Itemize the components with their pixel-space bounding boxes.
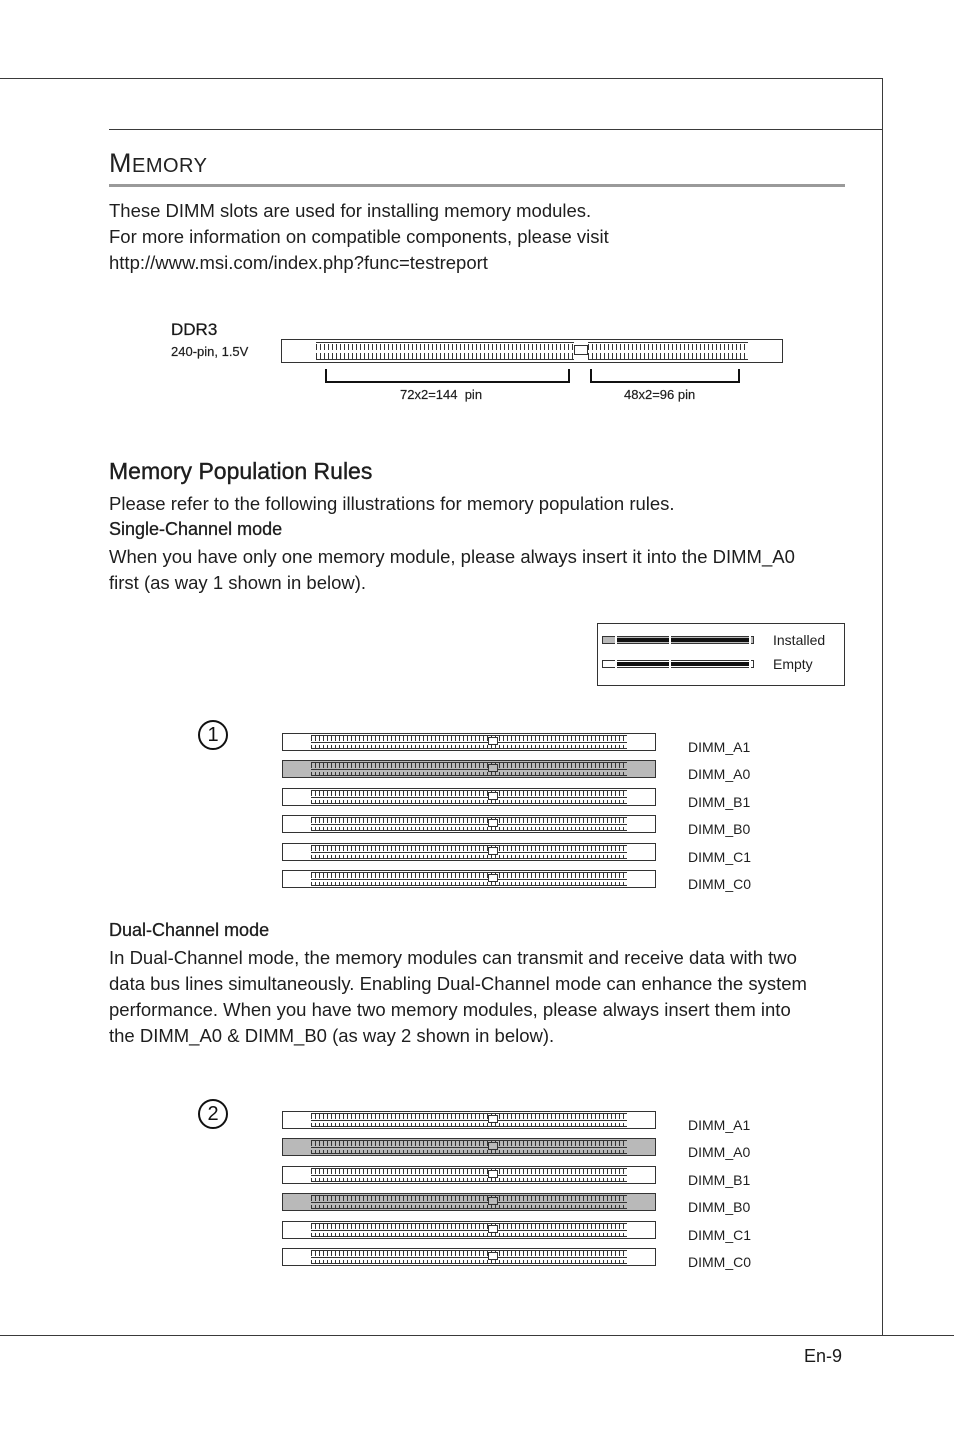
slot-key-notch	[488, 764, 498, 772]
way1-slot-dimm-b0	[282, 815, 656, 833]
slot-pins	[311, 735, 627, 749]
slot-pins	[311, 1113, 627, 1127]
legend-empty-label: Empty	[773, 656, 813, 672]
intro-line-3: http://www.msi.com/index.php?func=testreport	[109, 252, 488, 273]
way2-slot-dimm-b0	[282, 1193, 656, 1211]
slot-key-notch	[488, 1225, 498, 1233]
slot-pins	[311, 1140, 627, 1154]
slot-key-notch	[488, 1252, 498, 1260]
dual-line-2: data bus lines simultaneously. Enabling Dual-Channel mode can enhance the system	[109, 973, 807, 994]
ddr3-pin-area-left	[316, 342, 574, 360]
slot-label: DIMM_C0	[688, 876, 752, 892]
left-pin-bracket	[325, 369, 570, 383]
right-pin-bracket	[590, 369, 740, 383]
rules-heading: Memory Population Rules	[109, 458, 373, 484]
right-pin-count: 48x2=96 pin	[624, 387, 696, 402]
header-rule	[109, 129, 883, 130]
slot-pins	[311, 1250, 627, 1264]
slot-label: DIMM_C1	[688, 1227, 752, 1243]
way1-slot-dimm-a0	[282, 760, 656, 778]
top-rule	[0, 78, 883, 79]
way2-slot-dimm-c1	[282, 1221, 656, 1239]
way1-slot-dimm-b1	[282, 788, 656, 806]
slot-label: DIMM_B0	[688, 821, 751, 837]
title-underline	[109, 184, 845, 187]
dual-channel-text	[109, 945, 807, 1049]
slot-key-notch	[488, 874, 498, 882]
intro-line-1: These DIMM slots are used for installing memory modules.	[109, 200, 592, 221]
ddr3-module-diagram	[281, 339, 783, 363]
way-1-badge: 1	[198, 720, 228, 750]
dual-line-3: performance. When you have two memory modules, please always insert them into	[109, 999, 791, 1020]
slot-label: DIMM_A1	[688, 1117, 751, 1133]
slot-pins	[311, 762, 627, 776]
slot-label: DIMM_B1	[688, 794, 751, 810]
slot-pins	[311, 1195, 627, 1209]
legend	[597, 623, 845, 686]
slot-key-notch	[488, 847, 498, 855]
way1-slot-dimm-c1	[282, 843, 656, 861]
title-first-letter: M	[109, 148, 132, 178]
dual-line-4: the DIMM_A0 & DIMM_B0 (as way 2 shown in below).	[109, 1025, 555, 1046]
dual-line-1: In Dual-Channel mode, the memory modules can transmit and receive data with two	[109, 947, 797, 968]
way-2-badge: 2	[198, 1099, 228, 1129]
title-rest: EMORY	[132, 155, 208, 177]
slot-key-notch	[488, 1115, 498, 1123]
slot-label: DIMM_A0	[688, 766, 751, 782]
way1-slot-dimm-a1	[282, 733, 656, 751]
rules-intro: Please refer to the following illustrations for memory population rules.	[109, 493, 675, 514]
ddr3-notch	[574, 345, 588, 355]
slot-label: DIMM_C1	[688, 849, 752, 865]
slot-key-notch	[488, 1142, 498, 1150]
left-pin-count: 72x2=144 pin	[400, 387, 483, 402]
slot-pins	[311, 845, 627, 859]
slot-pins	[311, 872, 627, 886]
slot-label: DIMM_A0	[688, 1144, 751, 1160]
intro-text	[109, 198, 609, 276]
way1-slot-dimm-c0	[282, 870, 656, 888]
single-channel-heading: Single-Channel mode	[109, 519, 283, 539]
slot-pins	[311, 1223, 627, 1237]
slot-label: DIMM_B0	[688, 1199, 751, 1215]
slot-key-notch	[488, 1170, 498, 1178]
slot-key-notch	[488, 792, 498, 800]
page-number: En-9	[804, 1346, 843, 1366]
slot-pins	[311, 817, 627, 831]
slot-label: DIMM_B1	[688, 1172, 751, 1188]
slot-pins	[311, 790, 627, 804]
way2-slot-dimm-b1	[282, 1166, 656, 1184]
slot-pins	[311, 1168, 627, 1182]
legend-empty-swatch	[602, 660, 754, 668]
ddr3-pin-area-right	[588, 342, 748, 360]
ddr3-label: DDR3	[171, 320, 218, 339]
slot-label: DIMM_A1	[688, 739, 751, 755]
slot-label: DIMM_C0	[688, 1254, 752, 1270]
bottom-rule	[0, 1335, 954, 1336]
way2-slot-dimm-a1	[282, 1111, 656, 1129]
single-channel-text	[109, 544, 795, 596]
way2-slot-dimm-c0	[282, 1248, 656, 1266]
intro-line-2: For more information on compatible components, please visit	[109, 226, 609, 247]
right-margin-line	[882, 78, 883, 1336]
way2-slot-dimm-a0	[282, 1138, 656, 1156]
slot-key-notch	[488, 819, 498, 827]
dual-channel-heading: Dual-Channel mode	[109, 920, 270, 940]
single-line-2: first (as way 1 shown in below).	[109, 572, 367, 593]
legend-installed-label: Installed	[773, 632, 826, 648]
page-title	[109, 148, 207, 179]
single-line-1: When you have only one memory module, please always insert it into the DIMM_A0	[109, 546, 795, 567]
legend-installed-swatch	[602, 636, 754, 644]
slot-key-notch	[488, 1197, 498, 1205]
slot-key-notch	[488, 737, 498, 745]
ddr3-spec: 240-pin, 1.5V	[171, 344, 249, 359]
